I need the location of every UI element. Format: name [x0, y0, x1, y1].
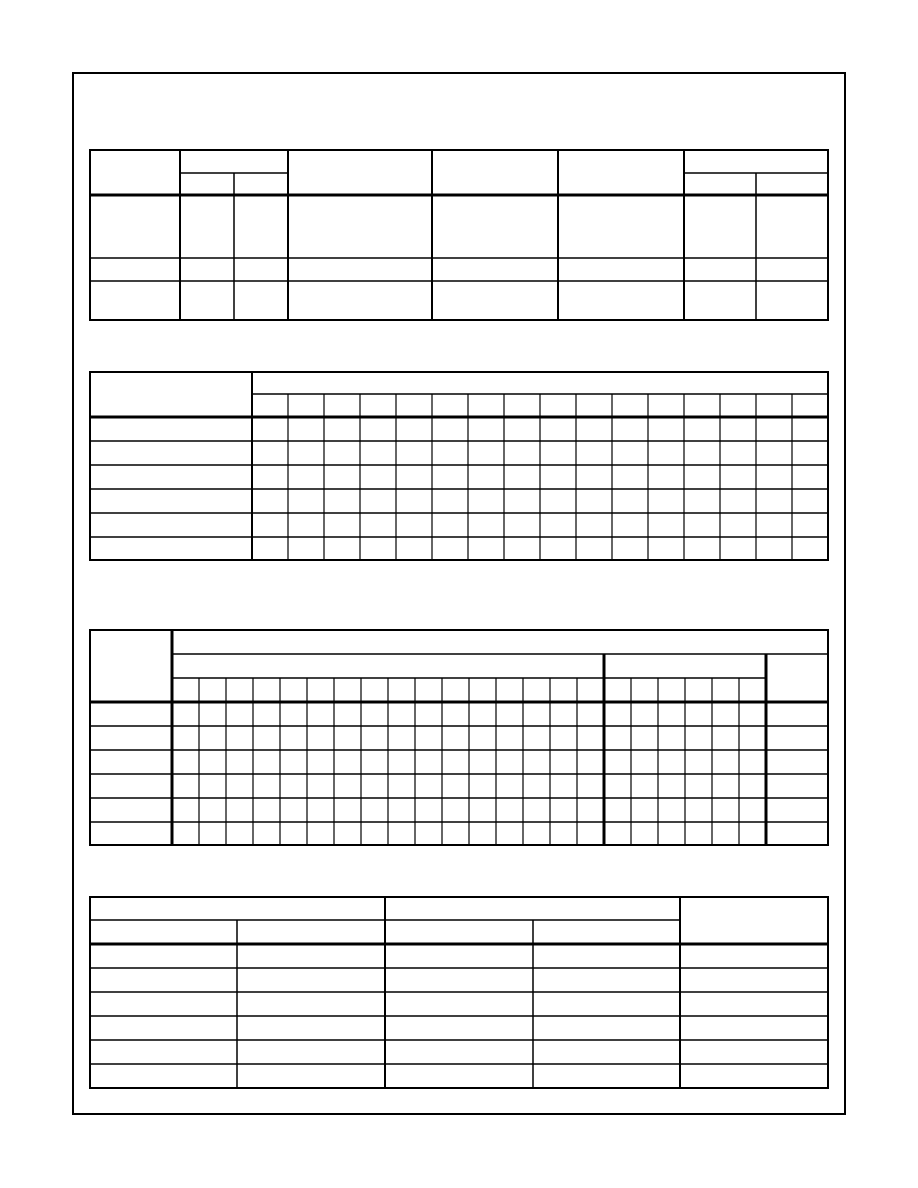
- data-table-2: [89, 371, 831, 563]
- data-table-4: [89, 896, 831, 1091]
- data-table-3: [89, 629, 831, 848]
- table-outline: [90, 372, 828, 560]
- table-outline: [90, 630, 828, 845]
- data-table-1: [89, 149, 831, 323]
- table-outline: [90, 150, 828, 320]
